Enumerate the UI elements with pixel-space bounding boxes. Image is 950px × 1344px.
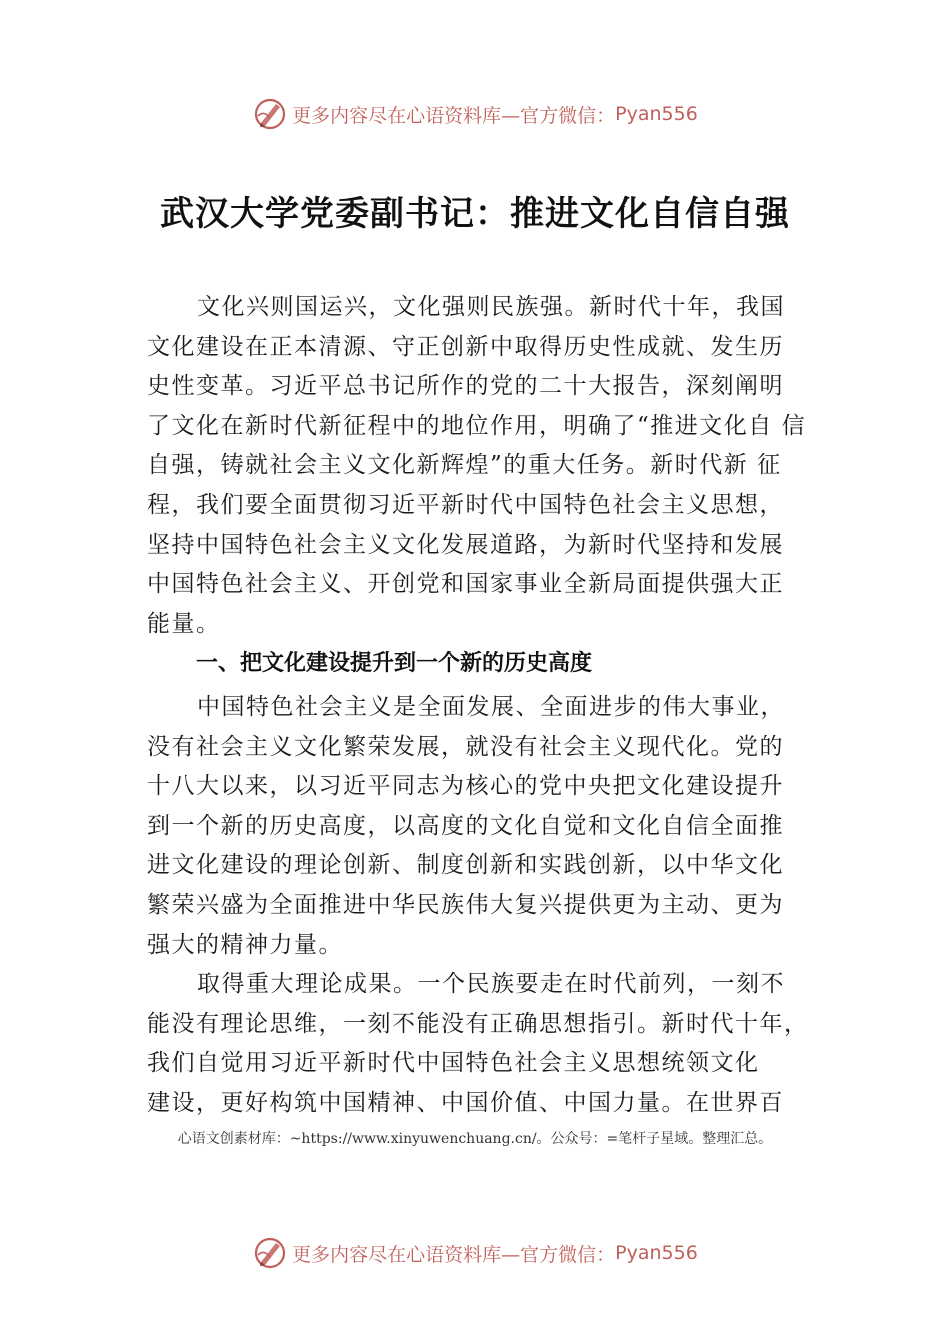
pen-logo-icon — [252, 96, 288, 132]
text-line: 十八大以来，以习近平同志为核心的党中央把文化建设提升 — [147, 773, 784, 800]
section-heading: 一、把文化建设提升到一个新的历史高度 — [196, 651, 593, 676]
banner-text: 更多内容尽在心语资料库—官方微信： — [292, 104, 616, 127]
text-line: 文化建设在正本清源、守正创新中取得历史性成就、发生历 — [147, 333, 784, 360]
page-title: 武汉大学党委副书记：推进文化自信自强 — [160, 194, 790, 234]
text-line: 繁荣兴盛为全面推进中华民族伟大复兴提供更为主动、更为 — [147, 891, 784, 918]
text-line: 进文化建设的理论创新、制度创新和实践创新，以中华文化 — [147, 852, 784, 879]
banner-text: 更多内容尽在心语资料库—官方微信： — [292, 1243, 616, 1266]
paragraph-intro — [147, 288, 807, 644]
text-line: 到一个新的历史高度，以高度的文化自觉和文化自信全面推 — [147, 812, 784, 839]
text-line: 强大的精神力量。 — [147, 931, 343, 958]
text-line: 史性变革。习近平总书记所作的党的二十大报告，深刻阐明 — [147, 373, 784, 400]
text-line: 能量。 — [147, 610, 221, 637]
pen-logo-icon — [252, 1235, 288, 1271]
text-line: 我们自觉用习近平新时代中国特色社会主义思想统领文化 — [147, 1050, 760, 1077]
text-line: 中国特色社会主义、开创党和国家事业全新局面提供强大正 — [147, 571, 784, 598]
text-line: 能没有理论思维，一刻不能没有正确思想指引。新时代十年， — [147, 1010, 809, 1037]
text-line: 了文化在新时代新征程中的地位作用，明确了“推进文化自 信 — [147, 412, 807, 439]
text-line: 自强，铸就社会主义文化新辉煌”的重大任务。新时代新 征 — [147, 452, 782, 479]
paragraph-theory — [147, 965, 807, 1123]
top-banner — [0, 92, 950, 136]
bottom-banner — [0, 1231, 950, 1275]
text-line: 建设，更好构筑中国精神、中国价值、中国力量。在世界百 — [147, 1089, 784, 1116]
text-line: 坚持中国特色社会主义文化发展道路，为新时代坚持和发展 — [147, 531, 784, 558]
banner-wechat-id: Pyan556 — [615, 1242, 698, 1264]
source-note: 心语文创素材库：~https://www.xinyuwenchuang.cn/。公众号：=笔杆子星域。整理汇总。 — [177, 1131, 773, 1147]
paragraph-section1 — [147, 688, 807, 965]
text-line: 中国特色社会主义是全面发展、全面进步的伟大事业， — [197, 694, 785, 720]
text-line: 没有社会主义文化繁荣发展，就没有社会主义现代化。党的 — [147, 733, 784, 760]
text-line: 文化兴则国运兴，文化强则民族强。新时代十年，我国 — [197, 294, 785, 320]
text-line: 取得重大理论成果。一个民族要走在时代前列，一刻不 — [197, 971, 785, 997]
text-line: 程，我们要全面贯彻习近平新时代中国特色社会主义思想， — [147, 491, 784, 518]
banner-wechat-id: Pyan556 — [615, 103, 698, 125]
